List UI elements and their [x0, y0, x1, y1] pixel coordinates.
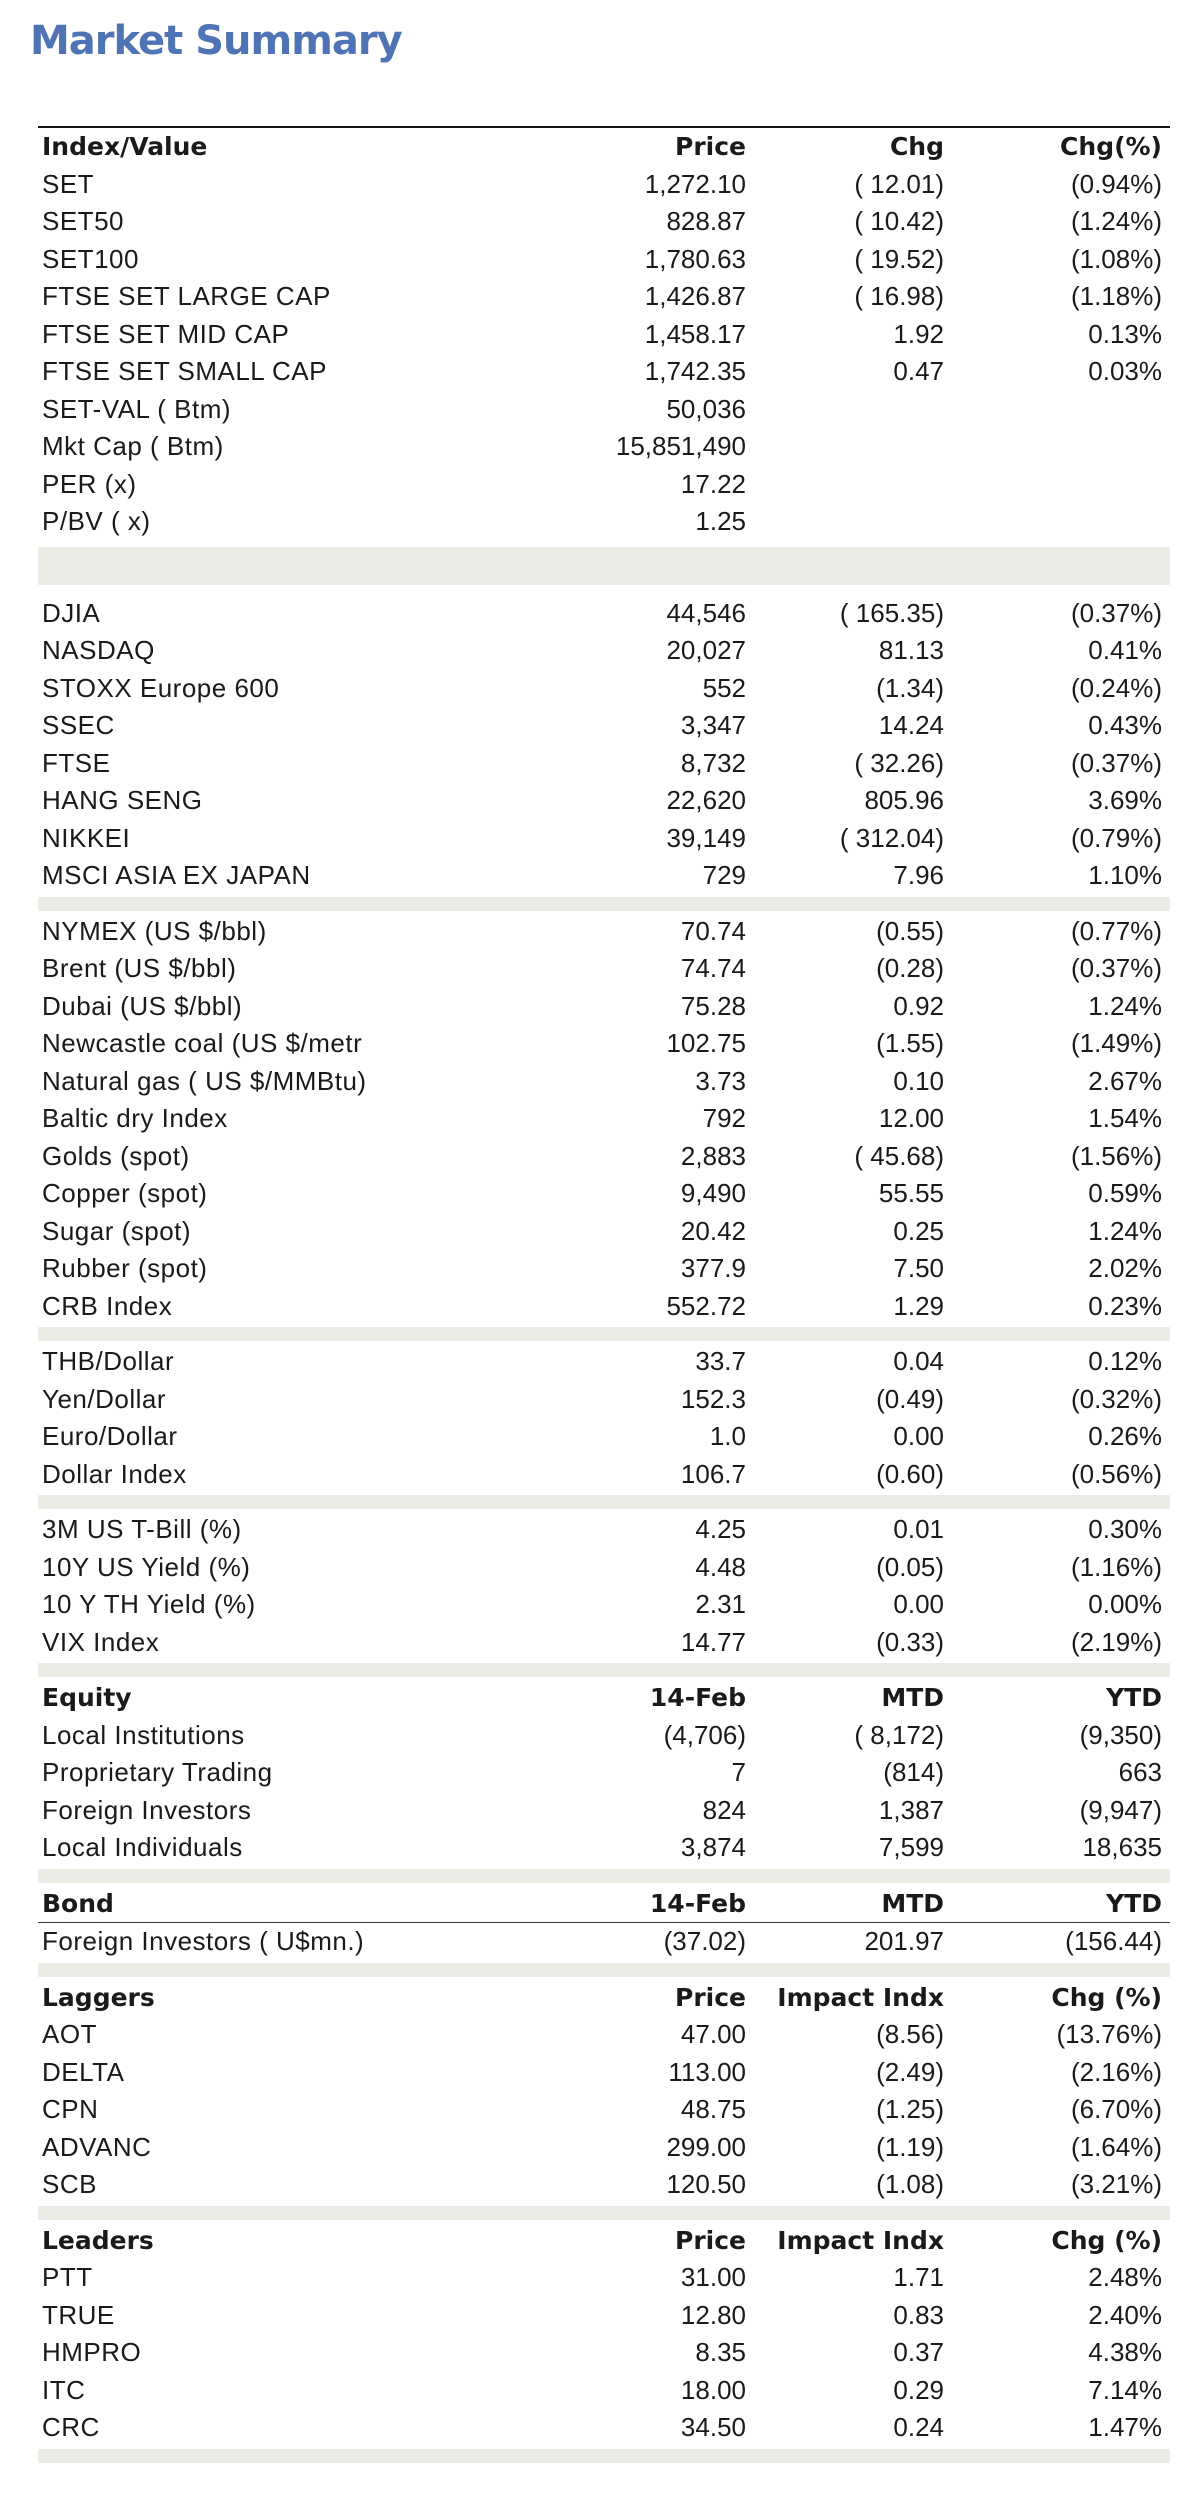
col-value-3: (0.94%) — [1070, 168, 1162, 199]
table-row — [38, 1624, 1170, 1662]
col-value-3: 2.48% — [1088, 2262, 1162, 2292]
header-col-value-3: Chg (%) — [1051, 2225, 1162, 2255]
col-value-3: (1.24%) — [1070, 206, 1162, 236]
section-divider — [38, 2449, 1170, 2463]
section-divider — [38, 1963, 1170, 1977]
row-label: HANG SENG — [42, 785, 203, 815]
table-row — [38, 913, 1170, 951]
col-value-3: (0.77%) — [1070, 915, 1162, 946]
table-row — [38, 2372, 1170, 2410]
col-value-2: 7.50 — [893, 1253, 944, 1283]
col-value-1: 1,426.87 — [644, 281, 746, 311]
col-value-2: ( 12.01) — [854, 168, 944, 199]
col-value-2: 7,599 — [878, 1832, 944, 1862]
col-value-1: 113.00 — [668, 2056, 746, 2087]
table-row — [38, 203, 1170, 241]
row-label: Natural gas ( US $/MMBtu) — [42, 1065, 367, 1096]
col-value-1: 1.25 — [695, 506, 746, 536]
col-value-2: (0.55) — [876, 915, 944, 946]
col-value-2: 0.47 — [893, 356, 944, 386]
col-value-3: 18,635 — [1082, 1832, 1162, 1862]
col-value-2: 201.97 — [864, 1926, 944, 1956]
col-value-1: 33.7 — [695, 1346, 746, 1376]
col-value-1: 1,742.35 — [644, 356, 746, 386]
row-label: Local Individuals — [42, 1832, 243, 1862]
table-row — [38, 988, 1170, 1026]
table-header-row — [38, 1679, 1170, 1717]
col-value-3: (156.44) — [1065, 1926, 1162, 1956]
col-value-3: (0.37%) — [1070, 747, 1162, 778]
table-row — [38, 2129, 1170, 2167]
col-value-1: 3,874 — [680, 1832, 746, 1862]
row-label: FTSE SET LARGE CAP — [42, 281, 331, 311]
col-value-2: ( 10.42) — [854, 206, 944, 236]
col-value-2: (0.33) — [876, 1626, 944, 1657]
table-row — [38, 1549, 1170, 1587]
col-value-1: 44,546 — [666, 597, 746, 628]
row-label: SET50 — [42, 206, 124, 236]
col-value-2: 0.00 — [893, 1589, 944, 1619]
col-value-1: 729 — [702, 860, 746, 890]
col-value-1: 70.74 — [680, 915, 746, 946]
col-value-3: 2.40% — [1088, 2299, 1162, 2330]
col-value-1: 3,347 — [680, 710, 746, 740]
table-row — [38, 2259, 1170, 2297]
col-value-1: 152.3 — [680, 1383, 746, 1414]
col-value-3: (1.49%) — [1070, 1028, 1162, 1058]
row-label: 10 Y TH Yield (%) — [42, 1589, 256, 1619]
table-row — [38, 745, 1170, 783]
row-label: SET100 — [42, 243, 139, 274]
col-value-1: 9,490 — [680, 1178, 746, 1208]
table-row — [38, 2166, 1170, 2204]
table-header-row — [38, 126, 1170, 166]
table-row — [38, 1025, 1170, 1063]
row-label: Dollar Index — [42, 1458, 187, 1489]
row-label: NIKKEI — [42, 822, 131, 853]
col-value-2: 0.04 — [893, 1346, 944, 1376]
row-label: CPN — [42, 2094, 99, 2124]
section-divider — [38, 2206, 1170, 2220]
col-value-3: 0.30% — [1088, 1514, 1162, 1544]
col-value-3: (1.16%) — [1070, 1551, 1162, 1582]
col-value-2: (1.08) — [876, 2169, 944, 2199]
row-label: HMPRO — [42, 2337, 142, 2367]
section-divider — [38, 1495, 1170, 1509]
col-value-1: 3.73 — [695, 1065, 746, 1096]
table-row — [38, 1829, 1170, 1867]
col-value-1: 4.48 — [695, 1551, 746, 1582]
col-value-3: (3.21%) — [1070, 2169, 1162, 2199]
table-header-row — [38, 1979, 1170, 2017]
col-value-2: (0.49) — [876, 1383, 944, 1414]
table-row — [38, 1343, 1170, 1381]
col-value-1: 75.28 — [680, 990, 746, 1021]
col-value-3: 2.67% — [1088, 1065, 1162, 1096]
table-row — [38, 1717, 1170, 1755]
table-row — [38, 241, 1170, 279]
col-value-2: 55.55 — [878, 1178, 944, 1208]
header-col-value-1: Price — [675, 132, 746, 161]
col-value-3: 0.13% — [1088, 318, 1162, 349]
section-divider — [38, 1327, 1170, 1341]
table-row — [38, 2054, 1170, 2092]
row-label: CRC — [42, 2412, 100, 2442]
col-value-2: 0.24 — [893, 2412, 944, 2442]
table-row — [38, 1511, 1170, 1549]
table-row — [38, 1381, 1170, 1419]
row-label: Yen/Dollar — [42, 1383, 167, 1414]
header-col-value-3: Chg(%) — [1060, 132, 1162, 161]
col-value-2: 81.13 — [878, 635, 944, 665]
header-row-label: Index/Value — [42, 132, 208, 161]
table-row — [38, 503, 1170, 541]
section-divider — [38, 897, 1170, 911]
col-value-3: 0.41% — [1088, 635, 1162, 665]
page-title: Market Summary — [30, 18, 402, 64]
col-value-1: 828.87 — [666, 206, 746, 236]
header-col-value-2: Impact Indx — [777, 2225, 944, 2255]
header-col-value-2: MTD — [881, 1683, 944, 1712]
row-label: PER (x) — [42, 468, 137, 499]
table-row — [38, 428, 1170, 466]
col-value-2: ( 165.35) — [839, 597, 944, 628]
col-value-1: 17.22 — [680, 468, 746, 499]
col-value-1: 1,780.63 — [644, 243, 746, 274]
col-value-1: 74.74 — [680, 953, 746, 983]
col-value-2: (0.05) — [876, 1551, 944, 1582]
col-value-2: 1,387 — [878, 1794, 944, 1825]
col-value-2: 0.83 — [893, 2299, 944, 2330]
row-label: NYMEX (US $/bbl) — [42, 915, 267, 946]
col-value-1: (37.02) — [663, 1926, 746, 1956]
table-row — [38, 1288, 1170, 1326]
header-col-value-3: YTD — [1106, 1888, 1162, 1918]
col-value-1: 792 — [702, 1103, 746, 1133]
col-value-1: 20.42 — [680, 1215, 746, 1246]
table-row — [38, 707, 1170, 745]
table-row — [38, 1175, 1170, 1213]
col-value-3: 1.24% — [1088, 990, 1162, 1021]
col-value-1: 47.00 — [680, 2019, 746, 2049]
col-value-1: 39,149 — [666, 822, 746, 853]
table-row — [38, 1792, 1170, 1830]
col-value-1: 824 — [702, 1794, 746, 1825]
row-label: Copper (spot) — [42, 1178, 208, 1208]
col-value-3: (0.56%) — [1070, 1458, 1162, 1489]
col-value-1: 102.75 — [666, 1028, 746, 1058]
row-label: STOXX Europe 600 — [42, 672, 280, 703]
row-label: ITC — [42, 2374, 86, 2405]
header-col-value-2: Impact Indx — [777, 1982, 944, 2012]
row-label: 3M US T-Bill (%) — [42, 1514, 242, 1544]
header-col-value-2: Chg — [889, 132, 944, 161]
col-value-2: 1.71 — [893, 2262, 944, 2292]
col-value-2: 1.92 — [893, 318, 944, 349]
col-value-1: 20,027 — [666, 635, 746, 665]
row-label: Local Institutions — [42, 1719, 245, 1750]
col-value-1: 15,851,490 — [615, 431, 746, 461]
col-value-2: (1.25) — [876, 2094, 944, 2124]
col-value-2: 14.24 — [878, 710, 944, 740]
col-value-1: 12.80 — [680, 2299, 746, 2330]
col-value-1: 22,620 — [666, 785, 746, 815]
col-value-2: 0.00 — [893, 1421, 944, 1451]
row-label: NASDAQ — [42, 635, 155, 665]
row-label: THB/Dollar — [42, 1346, 175, 1376]
table-row — [38, 1213, 1170, 1251]
header-row-label: Laggers — [42, 1982, 155, 2012]
col-value-3: (1.18%) — [1070, 281, 1162, 311]
table-row — [38, 1923, 1170, 1961]
section-divider — [38, 1663, 1170, 1677]
row-label: Dubai (US $/bbl) — [42, 990, 243, 1021]
col-value-1: 18.00 — [680, 2374, 746, 2405]
table-row — [38, 466, 1170, 504]
col-value-2: 0.01 — [893, 1514, 944, 1544]
col-value-3: 1.10% — [1088, 860, 1162, 890]
col-value-2: ( 32.26) — [854, 747, 944, 778]
row-label: DJIA — [42, 597, 101, 628]
col-value-3: 7.14% — [1088, 2374, 1162, 2405]
table-row — [38, 2409, 1170, 2447]
table-row — [38, 1456, 1170, 1494]
row-label: Sugar (spot) — [42, 1215, 192, 1246]
col-value-3: (9,350) — [1079, 1719, 1162, 1750]
table-row — [38, 2091, 1170, 2129]
col-value-3: 0.23% — [1088, 1290, 1162, 1321]
row-label: Newcastle coal (US $/metr — [42, 1028, 363, 1058]
col-value-2: 805.96 — [864, 785, 944, 815]
col-value-2: (1.19) — [876, 2131, 944, 2162]
col-value-3: (1.64%) — [1070, 2131, 1162, 2162]
row-label: SSEC — [42, 710, 115, 740]
col-value-2: 0.29 — [893, 2374, 944, 2405]
row-label: Proprietary Trading — [42, 1757, 273, 1787]
table-row — [38, 1138, 1170, 1176]
col-value-2: 0.37 — [893, 2337, 944, 2367]
row-label: Foreign Investors ( U$mn.) — [42, 1926, 365, 1956]
row-label: Rubber (spot) — [42, 1253, 208, 1283]
table-row — [38, 2297, 1170, 2335]
col-value-2: 0.92 — [893, 990, 944, 1021]
row-label: VIX Index — [42, 1626, 160, 1657]
row-label: AOT — [42, 2019, 97, 2049]
row-label: Euro/Dollar — [42, 1421, 178, 1451]
col-value-3: (0.24%) — [1070, 672, 1162, 703]
col-value-3: (2.19%) — [1070, 1626, 1162, 1657]
table-header-row — [38, 2222, 1170, 2260]
col-value-3: 2.02% — [1088, 1253, 1162, 1283]
row-label: PTT — [42, 2262, 93, 2292]
table-row — [38, 278, 1170, 316]
col-value-3: 1.54% — [1088, 1103, 1162, 1133]
col-value-3: (13.76%) — [1056, 2019, 1162, 2049]
table-row — [38, 820, 1170, 858]
col-value-1: 299.00 — [666, 2131, 746, 2162]
col-value-3: (0.32%) — [1070, 1383, 1162, 1414]
table-row — [38, 166, 1170, 204]
col-value-3: (6.70%) — [1070, 2094, 1162, 2124]
row-label: SET — [42, 168, 95, 199]
row-label: Mkt Cap ( Btm) — [42, 431, 224, 461]
row-label: TRUE — [42, 2299, 115, 2330]
col-value-1: 4.25 — [695, 1514, 746, 1544]
col-value-1: 552.72 — [666, 1290, 746, 1321]
header-col-value-1: Price — [675, 2225, 746, 2255]
row-label: FTSE SET MID CAP — [42, 318, 290, 349]
col-value-2: ( 312.04) — [839, 822, 944, 853]
table-row — [38, 2016, 1170, 2054]
col-value-1: 1.0 — [709, 1421, 746, 1451]
col-value-2: (814) — [883, 1757, 944, 1787]
row-label: Golds (spot) — [42, 1140, 190, 1171]
header-col-value-3: Chg (%) — [1051, 1982, 1162, 2012]
col-value-2: (8.56) — [876, 2019, 944, 2049]
header-col-value-3: YTD — [1106, 1683, 1162, 1712]
table-row — [38, 632, 1170, 670]
col-value-1: 106.7 — [680, 1458, 746, 1489]
col-value-1: 31.00 — [680, 2262, 746, 2292]
col-value-2: (1.34) — [876, 672, 944, 703]
col-value-1: 120.50 — [666, 2169, 746, 2199]
col-value-3: 0.59% — [1088, 1178, 1162, 1208]
col-value-2: 1.29 — [893, 1290, 944, 1321]
row-label: FTSE — [42, 747, 111, 778]
col-value-3: (0.37%) — [1070, 597, 1162, 628]
col-value-2: (1.55) — [876, 1028, 944, 1058]
col-value-1: 48.75 — [680, 2094, 746, 2124]
header-col-value-2: MTD — [881, 1888, 944, 1918]
col-value-1: 34.50 — [680, 2412, 746, 2442]
header-col-value-1: Price — [675, 1982, 746, 2012]
row-label: DELTA — [42, 2056, 125, 2087]
table-row — [38, 670, 1170, 708]
table-row — [38, 1586, 1170, 1624]
header-row-label: Bond — [42, 1888, 114, 1918]
col-value-3: 4.38% — [1088, 2337, 1162, 2367]
col-value-3: 1.47% — [1088, 2412, 1162, 2442]
table-row — [38, 1063, 1170, 1101]
col-value-2: 0.25 — [893, 1215, 944, 1246]
table-row — [38, 950, 1170, 988]
row-label: CRB Index — [42, 1290, 173, 1321]
col-value-2: ( 45.68) — [854, 1140, 944, 1171]
col-value-1: 14.77 — [680, 1626, 746, 1657]
table-row — [38, 353, 1170, 391]
row-label: SCB — [42, 2169, 97, 2199]
col-value-3: (2.16%) — [1070, 2056, 1162, 2087]
col-value-3: 663 — [1118, 1757, 1162, 1787]
col-value-1: 7 — [731, 1757, 746, 1787]
table-row — [38, 2334, 1170, 2372]
col-value-3: (1.08%) — [1070, 243, 1162, 274]
row-label: P/BV ( x) — [42, 506, 151, 536]
col-value-2: 12.00 — [878, 1103, 944, 1133]
col-value-3: 0.03% — [1088, 356, 1162, 386]
col-value-3: 0.12% — [1088, 1346, 1162, 1376]
col-value-2: (0.28) — [876, 953, 944, 983]
col-value-2: ( 16.98) — [854, 281, 944, 311]
col-value-3: (1.56%) — [1070, 1140, 1162, 1171]
row-label: ADVANC — [42, 2131, 152, 2162]
col-value-3: (0.79%) — [1070, 822, 1162, 853]
col-value-1: 1,272.10 — [644, 168, 746, 199]
col-value-2: (0.60) — [876, 1458, 944, 1489]
col-value-3: 1.24% — [1088, 1215, 1162, 1246]
col-value-3: 0.43% — [1088, 710, 1162, 740]
header-row-label: Leaders — [42, 2225, 154, 2255]
col-value-1: 50,036 — [666, 393, 746, 424]
col-value-3: 0.00% — [1088, 1589, 1162, 1619]
col-value-1: 377.9 — [680, 1253, 746, 1283]
row-label: FTSE SET SMALL CAP — [42, 356, 327, 386]
table-row — [38, 1754, 1170, 1792]
section-divider — [38, 547, 1170, 585]
col-value-2: ( 19.52) — [854, 243, 944, 274]
table-row — [38, 1418, 1170, 1456]
row-label: 10Y US Yield (%) — [42, 1551, 251, 1582]
table-row — [38, 1100, 1170, 1138]
header-col-value-1: 14-Feb — [649, 1888, 746, 1918]
col-value-3: (0.37%) — [1070, 953, 1162, 983]
col-value-1: (4,706) — [663, 1719, 746, 1750]
col-value-1: 2,883 — [680, 1140, 746, 1171]
row-label: Foreign Investors — [42, 1794, 252, 1825]
market-summary-table — [38, 126, 1170, 2465]
table-row — [38, 857, 1170, 895]
table-row — [38, 1250, 1170, 1288]
header-col-value-1: 14-Feb — [649, 1683, 746, 1712]
table-header-row — [38, 1885, 1170, 1924]
row-label: MSCI ASIA EX JAPAN — [42, 860, 311, 890]
col-value-1: 8.35 — [695, 2337, 746, 2367]
col-value-2: 7.96 — [893, 860, 944, 890]
header-row-label: Equity — [42, 1683, 132, 1712]
row-label: Baltic dry Index — [42, 1103, 228, 1133]
row-label: SET-VAL ( Btm) — [42, 393, 232, 424]
col-value-1: 8,732 — [680, 747, 746, 778]
col-value-2: 0.10 — [893, 1065, 944, 1096]
row-label: Brent (US $/bbl) — [42, 953, 237, 983]
table-row — [38, 782, 1170, 820]
table-row — [38, 595, 1170, 633]
table-row — [38, 316, 1170, 354]
col-value-3: (9,947) — [1079, 1794, 1162, 1825]
col-value-2: ( 8,172) — [854, 1719, 944, 1750]
col-value-3: 0.26% — [1088, 1421, 1162, 1451]
section-divider — [38, 1869, 1170, 1883]
col-value-1: 552 — [702, 672, 746, 703]
col-value-1: 2.31 — [695, 1589, 746, 1619]
col-value-1: 1,458.17 — [644, 318, 746, 349]
table-row — [38, 391, 1170, 429]
col-value-3: 3.69% — [1088, 785, 1162, 815]
col-value-2: (2.49) — [876, 2056, 944, 2087]
